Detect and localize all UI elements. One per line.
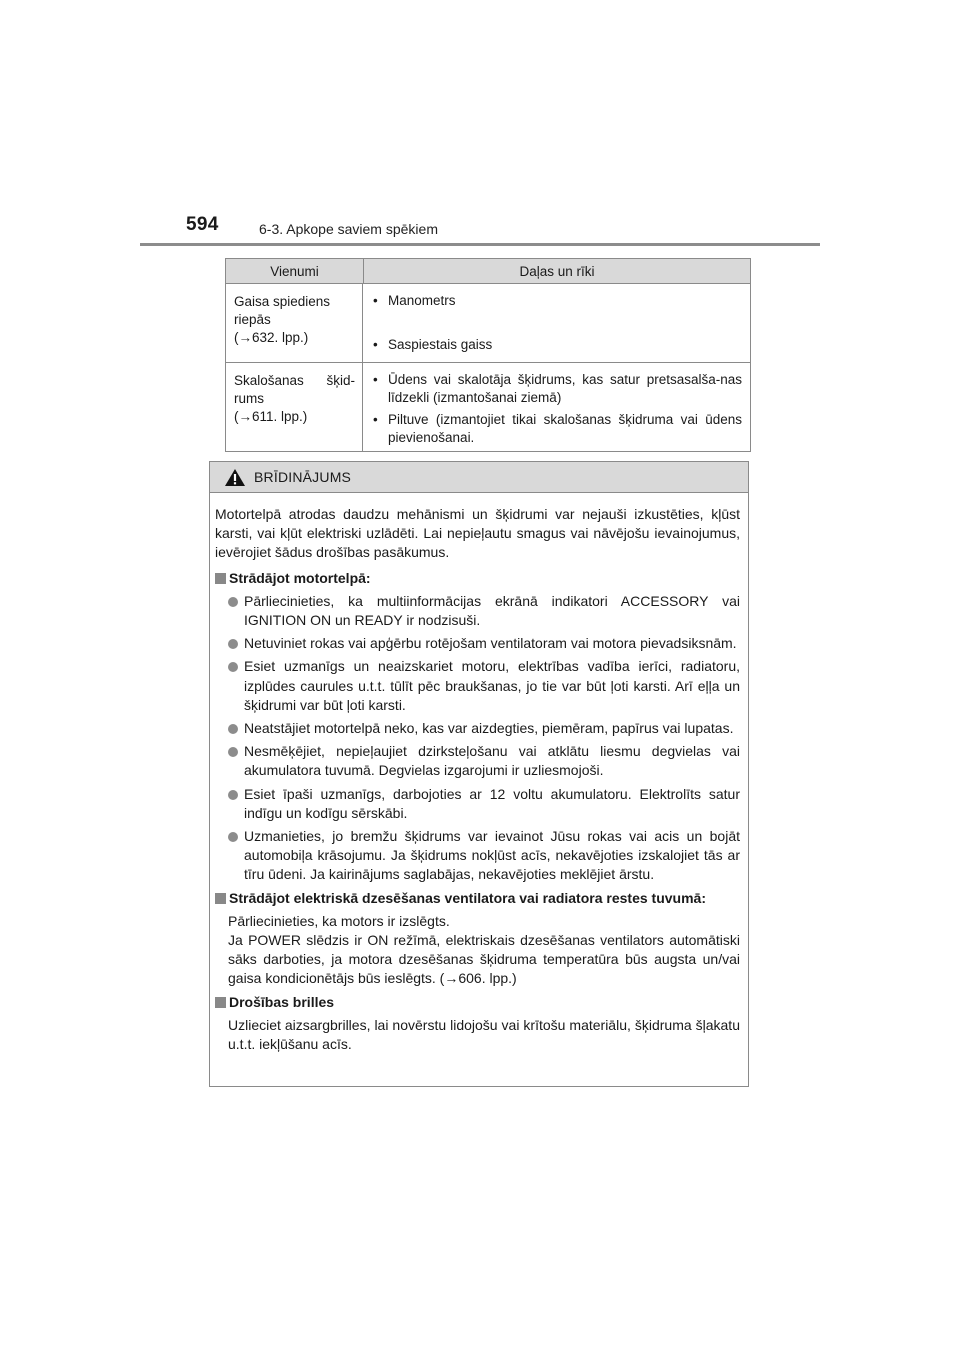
warning-header (210, 462, 748, 493)
tool-text: Ūdens vai skalotāja šķidrums, kas satur pretsasalša-nas līdzekli (izmantošanai ziemā) (388, 372, 742, 405)
tools-cell (363, 284, 750, 362)
tool-text: Piltuve (izmantojiet tikai skalošanas šķidruma vai ūdens pievienošanai. (388, 412, 742, 445)
list-item (371, 411, 742, 447)
page-reference: (→632. lpp.) (234, 330, 309, 345)
round-bullet-icon (228, 639, 238, 649)
bullet-icon: • (373, 293, 378, 308)
tool-text: Saspiestais gaiss (388, 337, 493, 352)
section-title: 6-3. Apkope saviem spēkiem (259, 221, 438, 237)
warning-box (209, 461, 749, 1087)
section-heading-text: Strādājot elektriskā dzesēšanas ventilatora vai radiatora restes tuvumā: (229, 889, 706, 906)
square-bullet-icon (215, 573, 226, 584)
section-heading-text: Strādājot motortelpā: (229, 569, 371, 586)
warning-body (210, 493, 748, 1054)
header-divider (140, 243, 820, 246)
list-item-text: Esiet īpaši uzmanīgs, darbojoties ar 12 voltu akumulatoru. Elektrolīts satur indīgu un kodīgu sērskābi. (244, 785, 740, 821)
list-item-text: Uzmanieties, jo bremžu šķidrums var ievainot Jūsu rokas vai acis un bojāt automobiļa krāsojumu. Ja šķidrums nokļūst acīs, nekavējoties izskalojiet tās ar tīru ūdeni. Ja kairinājums saglabājas, nekavējoties meklējiet ārstu. (244, 828, 740, 883)
warning-title: BRĪDINĀJUMS (254, 469, 352, 485)
list-item-text: Nesmēķējiet, nepieļaujiet dzirksteļošanu vai atklātu liesmu degvielas vai akumulatora tuvumā. Degvielas izgarojumi ir uzliesmojoši. (244, 743, 740, 779)
round-bullet-icon (228, 832, 238, 842)
list-item (215, 827, 740, 885)
tools-cell (363, 363, 750, 451)
round-bullet-icon (228, 724, 238, 734)
list-item (215, 634, 740, 653)
tool-text: Manometrs (388, 293, 456, 308)
square-bullet-icon (215, 893, 226, 904)
square-bullet-icon (215, 997, 226, 1008)
section-heading (215, 993, 740, 1012)
paragraph-line: Pārliecinieties, ka motors ir izslēgts. (228, 912, 450, 929)
round-bullet-icon (228, 597, 238, 607)
item-name-line (234, 372, 355, 390)
bullet-icon: • (373, 412, 378, 427)
item-name-line: rums (234, 391, 264, 406)
item-name-word: šķid- (326, 373, 355, 388)
list-item (215, 592, 740, 630)
bullet-icon: • (373, 337, 378, 352)
list-item (215, 785, 740, 823)
warning-intro: Motortelpā atrodas daudzu mehānismi un šķidrumi var nejauši izkustēties, kļūst karsti, vai kļūt elektriski uzlādēti. Lai nepieļautu smagus vai nāvējošu ievainojumus, ievērojiet šādus drošības pasākumus. (215, 506, 740, 561)
maintenance-items-table (225, 258, 751, 452)
warning-triangle-icon (224, 468, 246, 487)
page-header (186, 214, 826, 244)
list-item-text: Netuviniet rokas vai apģērbu rotējošam ventilatoram vai motora pievadsiksnām. (244, 635, 737, 652)
section-heading-text: Drošības brilles (229, 993, 335, 1010)
page-reference: (→611. lpp.) (234, 409, 308, 424)
list-item-text: Neatstājiet motortelpā neko, kas var aizdegties, piemēram, papīrus vai lupatas. (244, 720, 734, 737)
list-item (215, 742, 740, 780)
list-item-text: Pārliecinieties, ka multiinformācijas ekrānā indikatori ACCESSORY vai IGNITION ON un READY ir nodzisuši. (244, 592, 740, 629)
table-row (226, 284, 750, 362)
list-item (371, 371, 742, 407)
round-bullet-icon (228, 747, 238, 757)
section-paragraph: Uzlieciet aizsargbrilles, lai novērstu lidojošu vai krītošu materiālu, šķidruma šļakatu u.t.t. iekļūšanu acīs. (228, 1016, 740, 1053)
section-heading (215, 569, 740, 588)
item-cell (226, 363, 363, 451)
column-header-items: Vienumi (226, 259, 364, 283)
paragraph-text: Ja POWER slēdzis ir ON režīmā, elektriskais dzesēšanas ventilators automātiski sāks darboties, ja motora dzesēšanas šķidruma temperatūra būs augsta un/vai gaisa kondicionētājs būs ieslēgts. (→606. lpp.) (228, 932, 740, 987)
item-name-word: Skalošanas (234, 373, 304, 388)
column-header-tools: Daļas un rīki (519, 263, 595, 279)
list-item-text: Esiet uzmanīgs un neaizskariet motoru, elektrības vadība ierīci, radiatoru, izplūdes caurules u.t.t. tūlīt pēc braukšanas, jo tie var būt ļoti karsti. Arī eļļa un šķidrumi var būt ļoti karsti. (244, 658, 740, 713)
round-bullet-icon (228, 790, 238, 800)
item-name-line: riepās (234, 312, 271, 327)
list-item (371, 292, 742, 310)
round-bullet-icon (228, 662, 238, 672)
table-header (226, 259, 750, 284)
list-item (215, 719, 740, 738)
item-name-line: Gaisa spiediens (234, 294, 331, 309)
section-paragraph (215, 912, 740, 989)
section-heading (215, 889, 740, 908)
list-item (371, 336, 742, 354)
bullet-icon: • (373, 372, 378, 387)
table-row (226, 362, 750, 451)
item-cell (226, 284, 363, 362)
page-number: 594 (186, 214, 219, 235)
list-item (215, 657, 740, 715)
